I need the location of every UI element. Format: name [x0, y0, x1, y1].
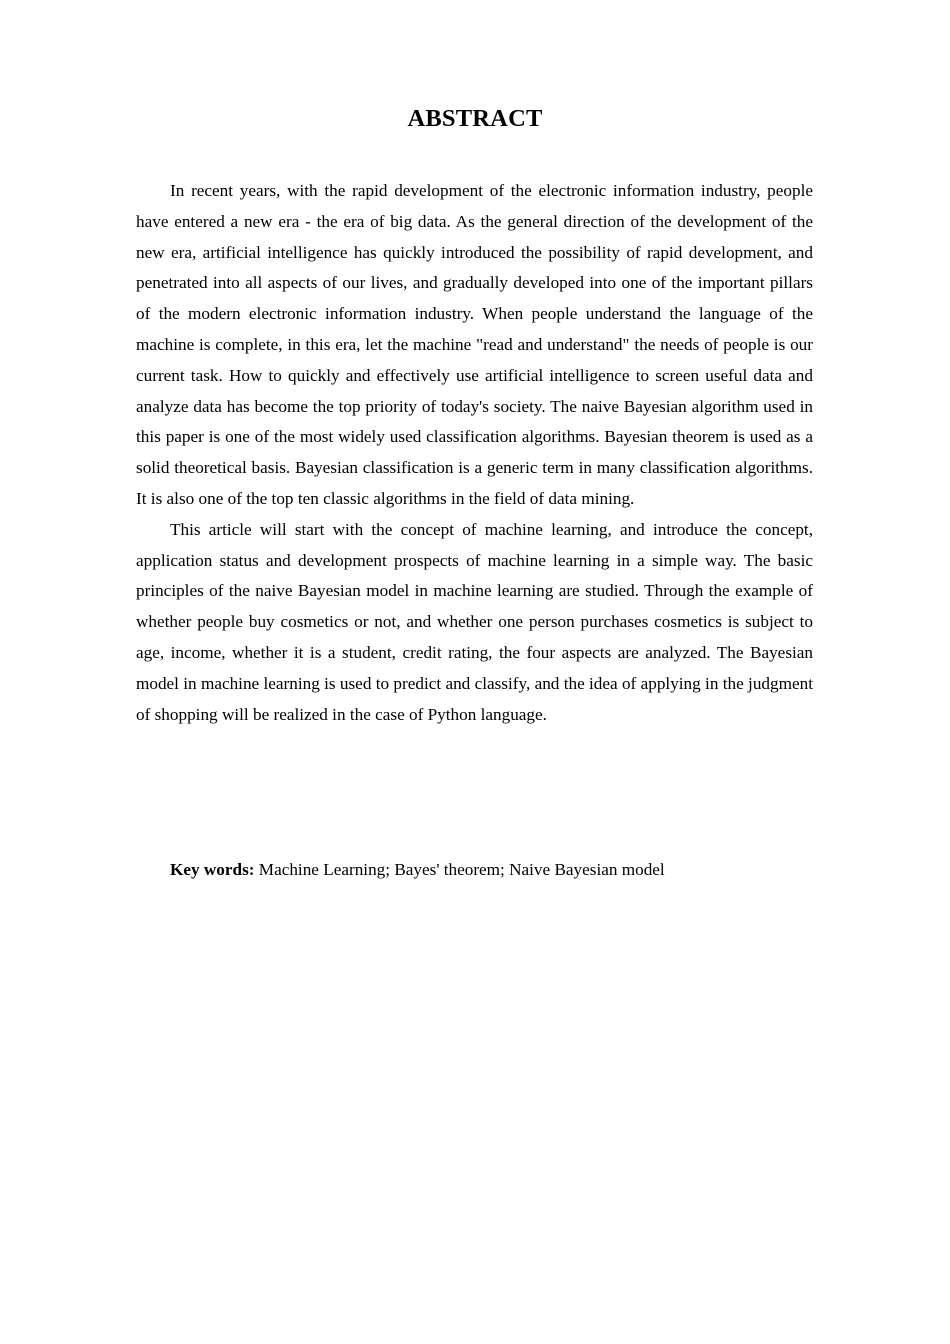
abstract-paragraph-2: This article will start with the concept of machine learning, and introduce the concept, application status and development prospects of machine learning in a simple way. The basic principles of the naive Bayesian model in machine learning are studied. Through the example of whether people buy cosmetics or not, and whether one person purchases cosmetics is subject to age, income, whether it is a student, credit rating, the four aspects are analyzed. The Bayesian model in machine learning is used to predict and classify, and the idea of applying in the judgment of shopping will be realized in the case of Python language.	[136, 519, 813, 724]
abstract-paragraph-1: In recent years, with the rapid development of the electronic information industry, people have entered a new era - the era of big data. As the general direction of the development of the new era, artificial intelligence has quickly introduced the possibility of rapid development, and penetrated into all aspects of our lives, and gradually developed into one of the important pillars of the modern electronic information industry. When people understand the language of the machine is complete, in this era, let the machine "read and understand" the needs of people is our current task. How to quickly and effectively use artificial intelligence to screen useful data and analyze data has become the top priority of today's society. The naive Bayesian algorithm used in this paper is one of the most widely used classification algorithms. Bayesian theorem is used as a solid theoretical basis. Bayesian classification is a generic term in many classification algorithms. It is also one of the top ten classic algorithms in the field of data mining.	[136, 181, 813, 508]
keywords-line	[170, 855, 810, 886]
keywords-text: Machine Learning; Bayes' theorem; Naive Bayesian model	[258, 860, 665, 879]
abstract-title: ABSTRACT	[407, 105, 543, 132]
keywords-label: Key words:	[170, 860, 255, 879]
abstract-body	[136, 176, 813, 730]
